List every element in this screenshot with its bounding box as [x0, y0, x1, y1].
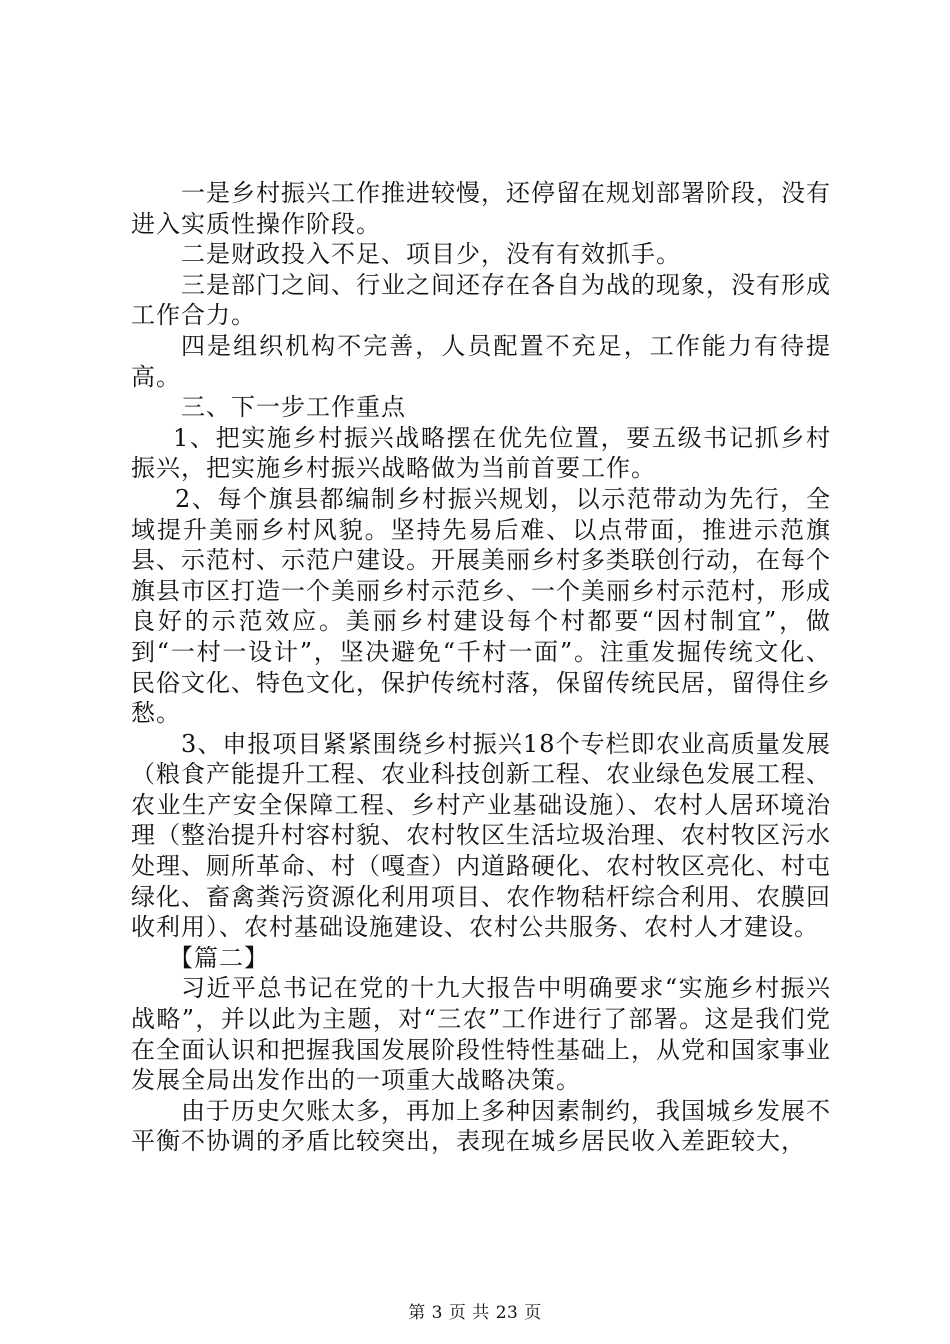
- section-heading-next-steps: 三、下一步工作重点: [181, 393, 406, 422]
- page-footer: 第 3 页 共 23 页: [408, 1303, 542, 1323]
- paragraph-item-2: 2、每个旗县都编制乡村振兴规划，以示范带动为先行，全域提升美丽乡村风貌。坚持先易后难、以点带面，推进示范旗县、示范村、示范户建设。开展美丽乡村多类联创行动，在每个旗县市区打造一个美丽乡村示范乡、一个美丽乡村示范村，形成良好的示范效应。美丽乡村建设每个村都要“因村制宜”，做到“一村一设计”，坚决避免“千村一面”。注重发掘传统文化、民俗文化、特色文化，保护传统村落，保留传统民居，留得住乡愁。: [131, 484, 831, 728]
- paragraph-item-1: 1、把实施乡村振兴战略摆在优先位置，要五级书记抓乡村振兴，把实施乡村振兴战略做为当前首要工作。: [131, 423, 831, 483]
- paragraph-problem-4: 四是组织机构不完善，人员配置不充足，工作能力有待提高。: [131, 331, 831, 391]
- document-body: [131, 178, 831, 1157]
- paragraph-problem-3: 三是部门之间、行业之间还存在各自为战的现象，没有形成工作合力。: [131, 270, 831, 330]
- paragraph-problem-2: 二是财政投入不足、项目少，没有有效抓手。: [181, 240, 681, 269]
- paragraph-part-two-history: 由于历史欠账太多，再加上多种因素制约，我国城乡发展不平衡不协调的矛盾比较突出，表现在城乡居民收入差距较大，: [131, 1096, 831, 1156]
- section-heading-part-two: 【篇二】: [169, 943, 269, 972]
- paragraph-part-two-intro: 习近平总书记在党的十九大报告中明确要求“实施乡村振兴战略”，并以此为主题，对“三农”工作进行了部署。这是我们党在全面认识和把握我国发展阶段性特性基础上，从党和国家事业发展全局出发作出的一项重大战略决策。: [131, 974, 831, 1095]
- paragraph-item-3: 3、申报项目紧紧围绕乡村振兴18个专栏即农业高质量发展（粮食产能提升工程、农业科技创新工程、农业绿色发展工程、农业生产安全保障工程、乡村产业基础设施）、农村人居环境治理（整治提升村容村貌、农村牧区生活垃圾治理、农村牧区污水处理、厕所革命、村（嘎查）内道路硬化、农村牧区亮化、村屯绿化、畜禽粪污资源化利用项目、农作物秸杆综合利用、农膜回收利用）、农村基础设施建设、农村公共服务、农村人才建设。: [131, 729, 831, 942]
- paragraph-problem-1: 一是乡村振兴工作推进较慢，还停留在规划部署阶段，没有进入实质性操作阶段。: [131, 179, 831, 238]
